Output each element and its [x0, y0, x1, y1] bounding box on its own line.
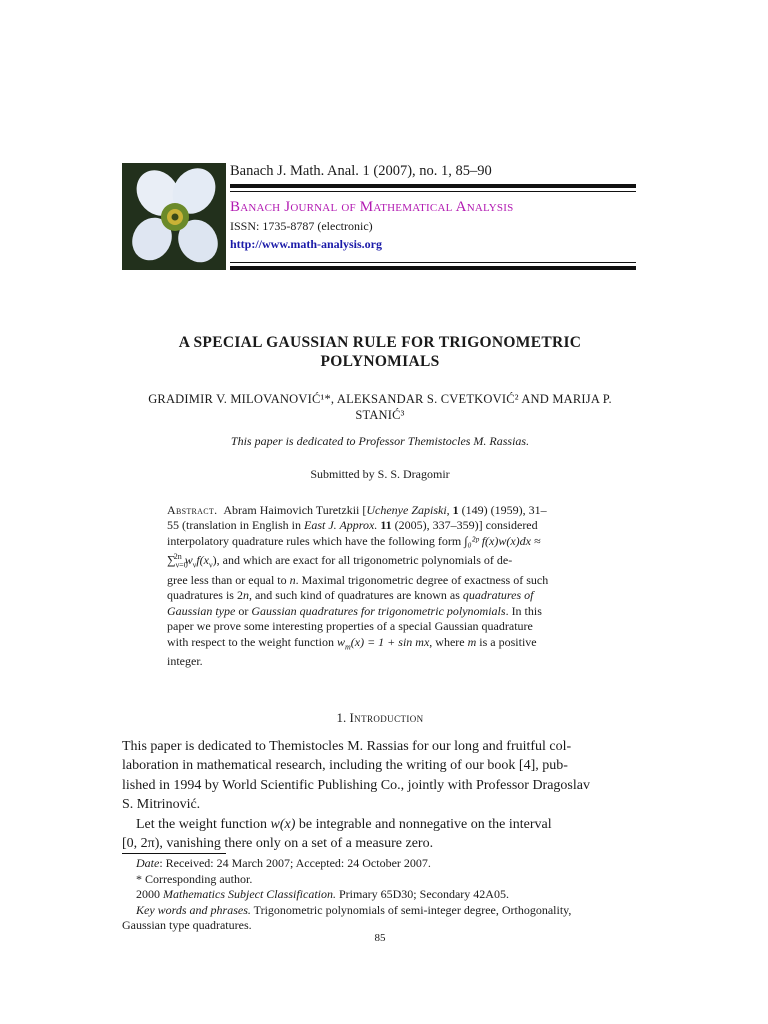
- journal-name: BANACH JOURNAL OF MATHEMATICAL ANALYSIS: [230, 199, 514, 215]
- paper-submitted-by: Submitted by S. S. Dragomir: [310, 467, 450, 481]
- abstract: Abstract. Abram Haimovich Turetzkii [Uchenye Zapiski, 1 (149) (1959), 31– 55 (translation in English in East J. Approx. 11 (2005), 337–359)] considered interpolatory quadrature rules which have the following form ∫₀²ᵖ f(x)w(x)dx ≈ $\sum_{\nu=0}^{2n}$ $w_\nu f(x_\nu)$, and which are exact for all trigonometric polynomials of de- gree less than or equal to n. Maximal trigonometric degree of exactness of such quadratures is 2n, and such kind of quadratures are known as quadratures of Gaussian type or Gaussian quadratures for trigonometric polynomials. In this paper we prove some interesting properties of a special Gaussian quadrature with respect to the weight function $w_m(x) = 1 + \sin$ mx, where m is a positive integer.: [167, 503, 549, 669]
- abstract-label: Abstract.: [167, 503, 218, 517]
- body-text: This paper is dedicated to Themistocles M. Rassias for our long and fruitful col- laboration in mathematical research, including the writing of our book [4], pub- lished in 1994 by World Scientific Publishing Co., jointly with Professor Dragoslav S. Mitrinović. Let the weight function w(x) be integrable and nonnegative on the interval [0, 2π), vanishing there only on a set of a measure zero.: [122, 739, 590, 852]
- header-rule-bottom-thick: [230, 266, 636, 270]
- footnote-rule: [122, 853, 226, 854]
- header-rule-top-thick: [230, 184, 636, 188]
- paper-title: A SPECIAL GAUSSIAN RULE FOR TRIGONOMETRIC POLYNOMIALS: [178, 334, 582, 370]
- journal-issn: ISSN: 1735-8787 (electronic): [230, 219, 373, 233]
- journal-logo: [122, 163, 226, 270]
- page-number: 85: [374, 932, 386, 944]
- journal-url-link[interactable]: http://www.math-analysis.org: [230, 237, 383, 251]
- flower-logo-icon: [122, 163, 226, 270]
- header-rule-bottom-thin: [230, 262, 636, 263]
- paper-authors: GRADIMIR V. MILOVANOVIĆ¹*, ALEKSANDAR S. CVETKOVIĆ² AND MARIJA P. STANIĆ³: [148, 392, 612, 422]
- footnotes: Date: Received: 24 March 2007; Accepted: 24 October 2007. * Corresponding author. 2000 Mathematics Subject Classification. Primary 65D30; Secondary 42A05. Key words and phrases. Trigonometric polynomials of semi-integer degree, Orthogonality, Gaussian type quadratures.: [122, 856, 572, 932]
- paper-dedication: This paper is dedicated to Professor Themistocles M. Rassias.: [230, 434, 530, 448]
- header-rule-top-thin: [230, 191, 636, 192]
- section-heading-introduction: 1. Introduction: [336, 710, 424, 725]
- journal-citation: Banach J. Math. Anal. 1 (2007), no. 1, 85–90: [230, 163, 492, 179]
